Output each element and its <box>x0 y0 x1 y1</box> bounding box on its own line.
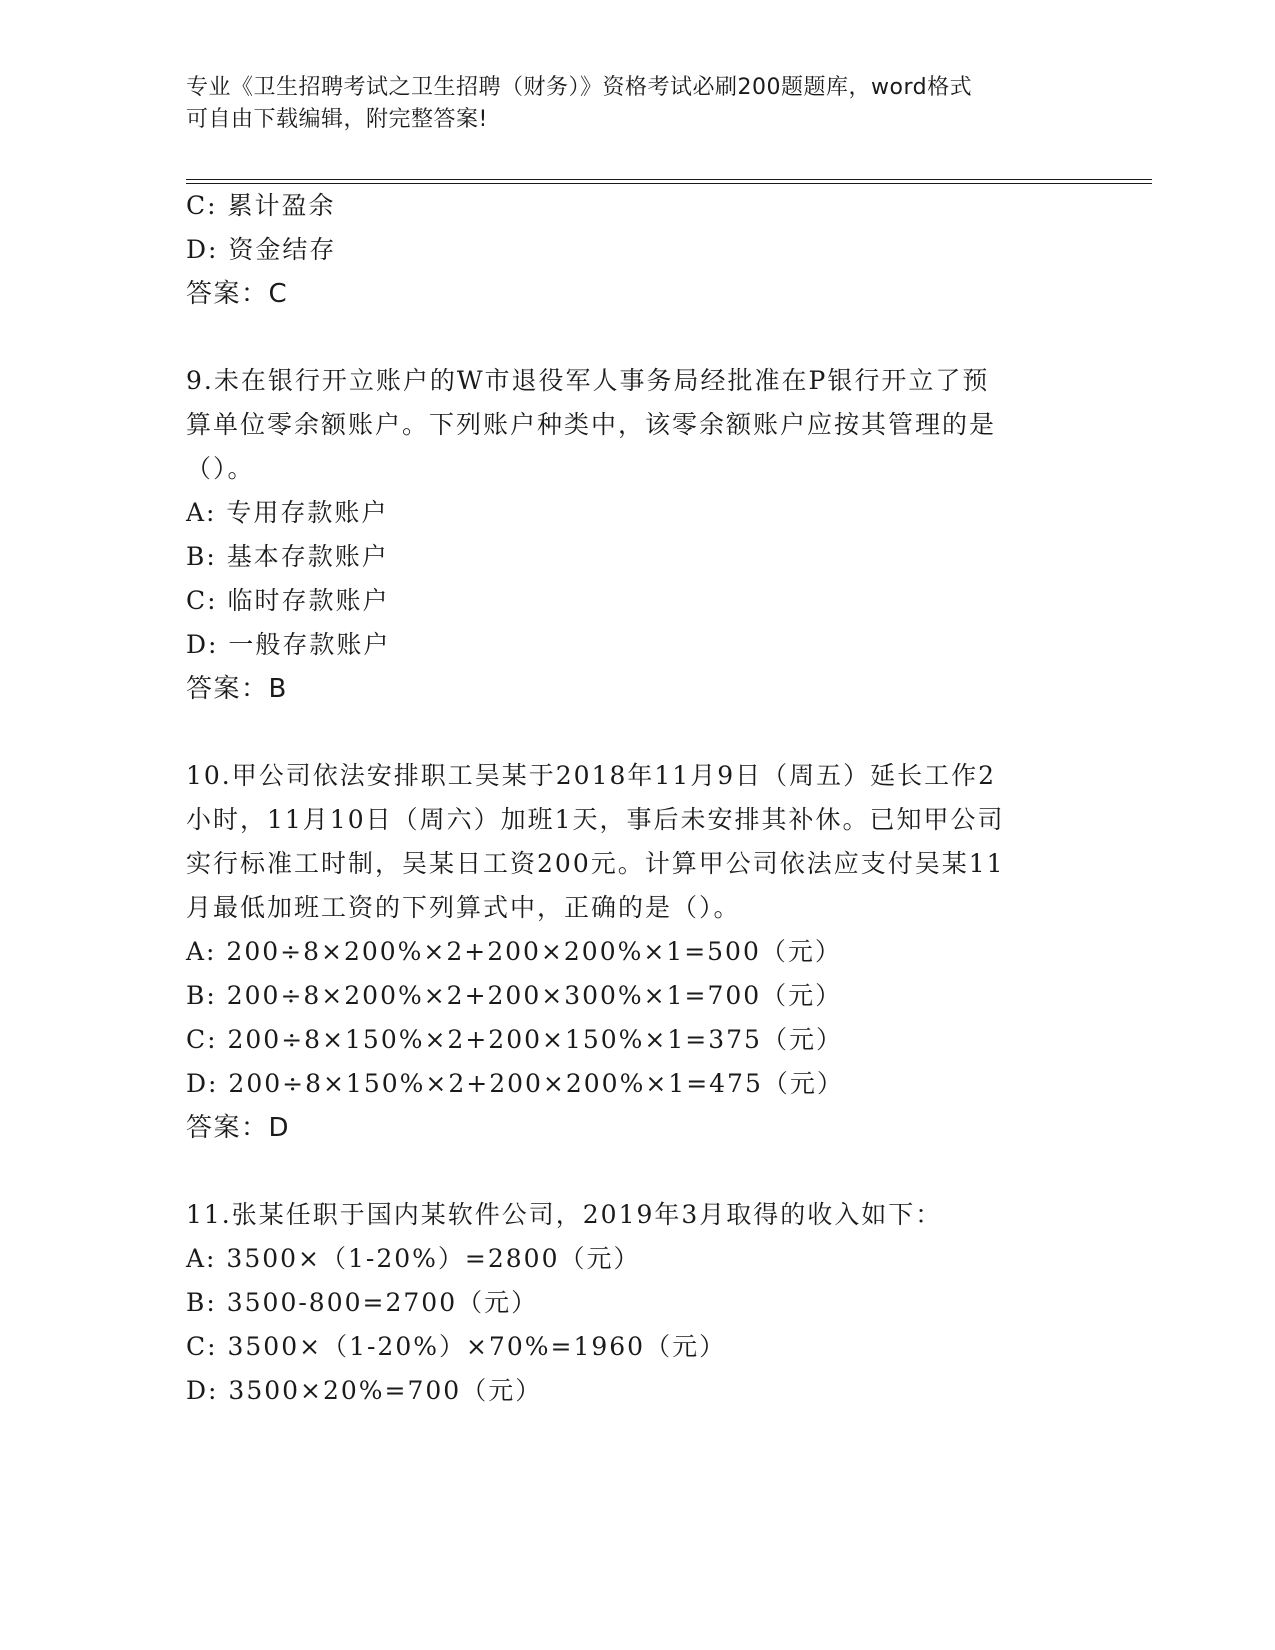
q11-option-a: A: 3500×（1-20%）=2800（元） <box>186 1244 641 1273</box>
q10-stem-line-1: 10.甲公司依法安排职工吴某于2018年11月9日（周五）延长工作2 <box>186 761 997 790</box>
q9-option-d: D: 一般存款账户 <box>186 630 391 659</box>
q9-stem-line-3: （）。 <box>186 454 255 483</box>
q9-answer: 答案：B <box>186 674 288 704</box>
q9-stem-line-1: 9.未在银行开立账户的W市退役军人事务局经批准在P银行开立了预 <box>186 366 990 395</box>
q10-stem-line-4: 月最低加班工资的下列算式中，正确的是（）。 <box>186 893 741 922</box>
q10-option-a: A: 200÷8×200%×2+200×200%×1=500（元） <box>186 937 842 966</box>
q10-option-d: D: 200÷8×150%×2+200×200%×1=475（元） <box>186 1069 844 1098</box>
header-title-line-1: 专业《卫生招聘考试之卫生招聘（财务）》资格考试必刷200题题库，word格式 <box>186 75 973 100</box>
q11-option-d: D: 3500×20%=700（元） <box>186 1376 543 1405</box>
header-title-line-2: 可自由下载编辑，附完整答案! <box>186 107 488 132</box>
prev-option-c: C: 累计盈余 <box>186 191 336 220</box>
header-divider-top <box>186 179 1152 180</box>
prev-answer: 答案：C <box>186 279 289 309</box>
q9-option-c: C: 临时存款账户 <box>186 586 390 615</box>
q11-option-b: B: 3500-800=2700（元） <box>186 1288 539 1317</box>
q9-stem-line-2: 算单位零余额账户。下列账户种类中，该零余额账户应按其管理的是 <box>186 410 997 439</box>
q9-option-a: A: 专用存款账户 <box>186 498 389 527</box>
q11-option-c: C: 3500×（1-20%）×70%=1960（元） <box>186 1332 727 1361</box>
q9-option-b: B: 基本存款账户 <box>186 542 389 571</box>
prev-option-d: D: 资金结存 <box>186 235 337 264</box>
q10-stem-line-2: 小时，11月10日（周六）加班1天，事后未安排其补休。已知甲公司 <box>186 805 1005 834</box>
q10-answer: 答案：D <box>186 1113 291 1143</box>
document-header <box>186 72 1066 136</box>
q10-stem-line-3: 实行标准工时制，吴某日工资200元。计算甲公司依法应支付吴某11 <box>186 849 1005 878</box>
q11-stem-line-1: 11.张某任职于国内某软件公司，2019年3月取得的收入如下： <box>186 1200 943 1229</box>
q10-option-b: B: 200÷8×200%×2+200×300%×1=700（元） <box>186 981 843 1010</box>
q10-option-c: C: 200÷8×150%×2+200×150%×1=375（元） <box>186 1025 843 1054</box>
